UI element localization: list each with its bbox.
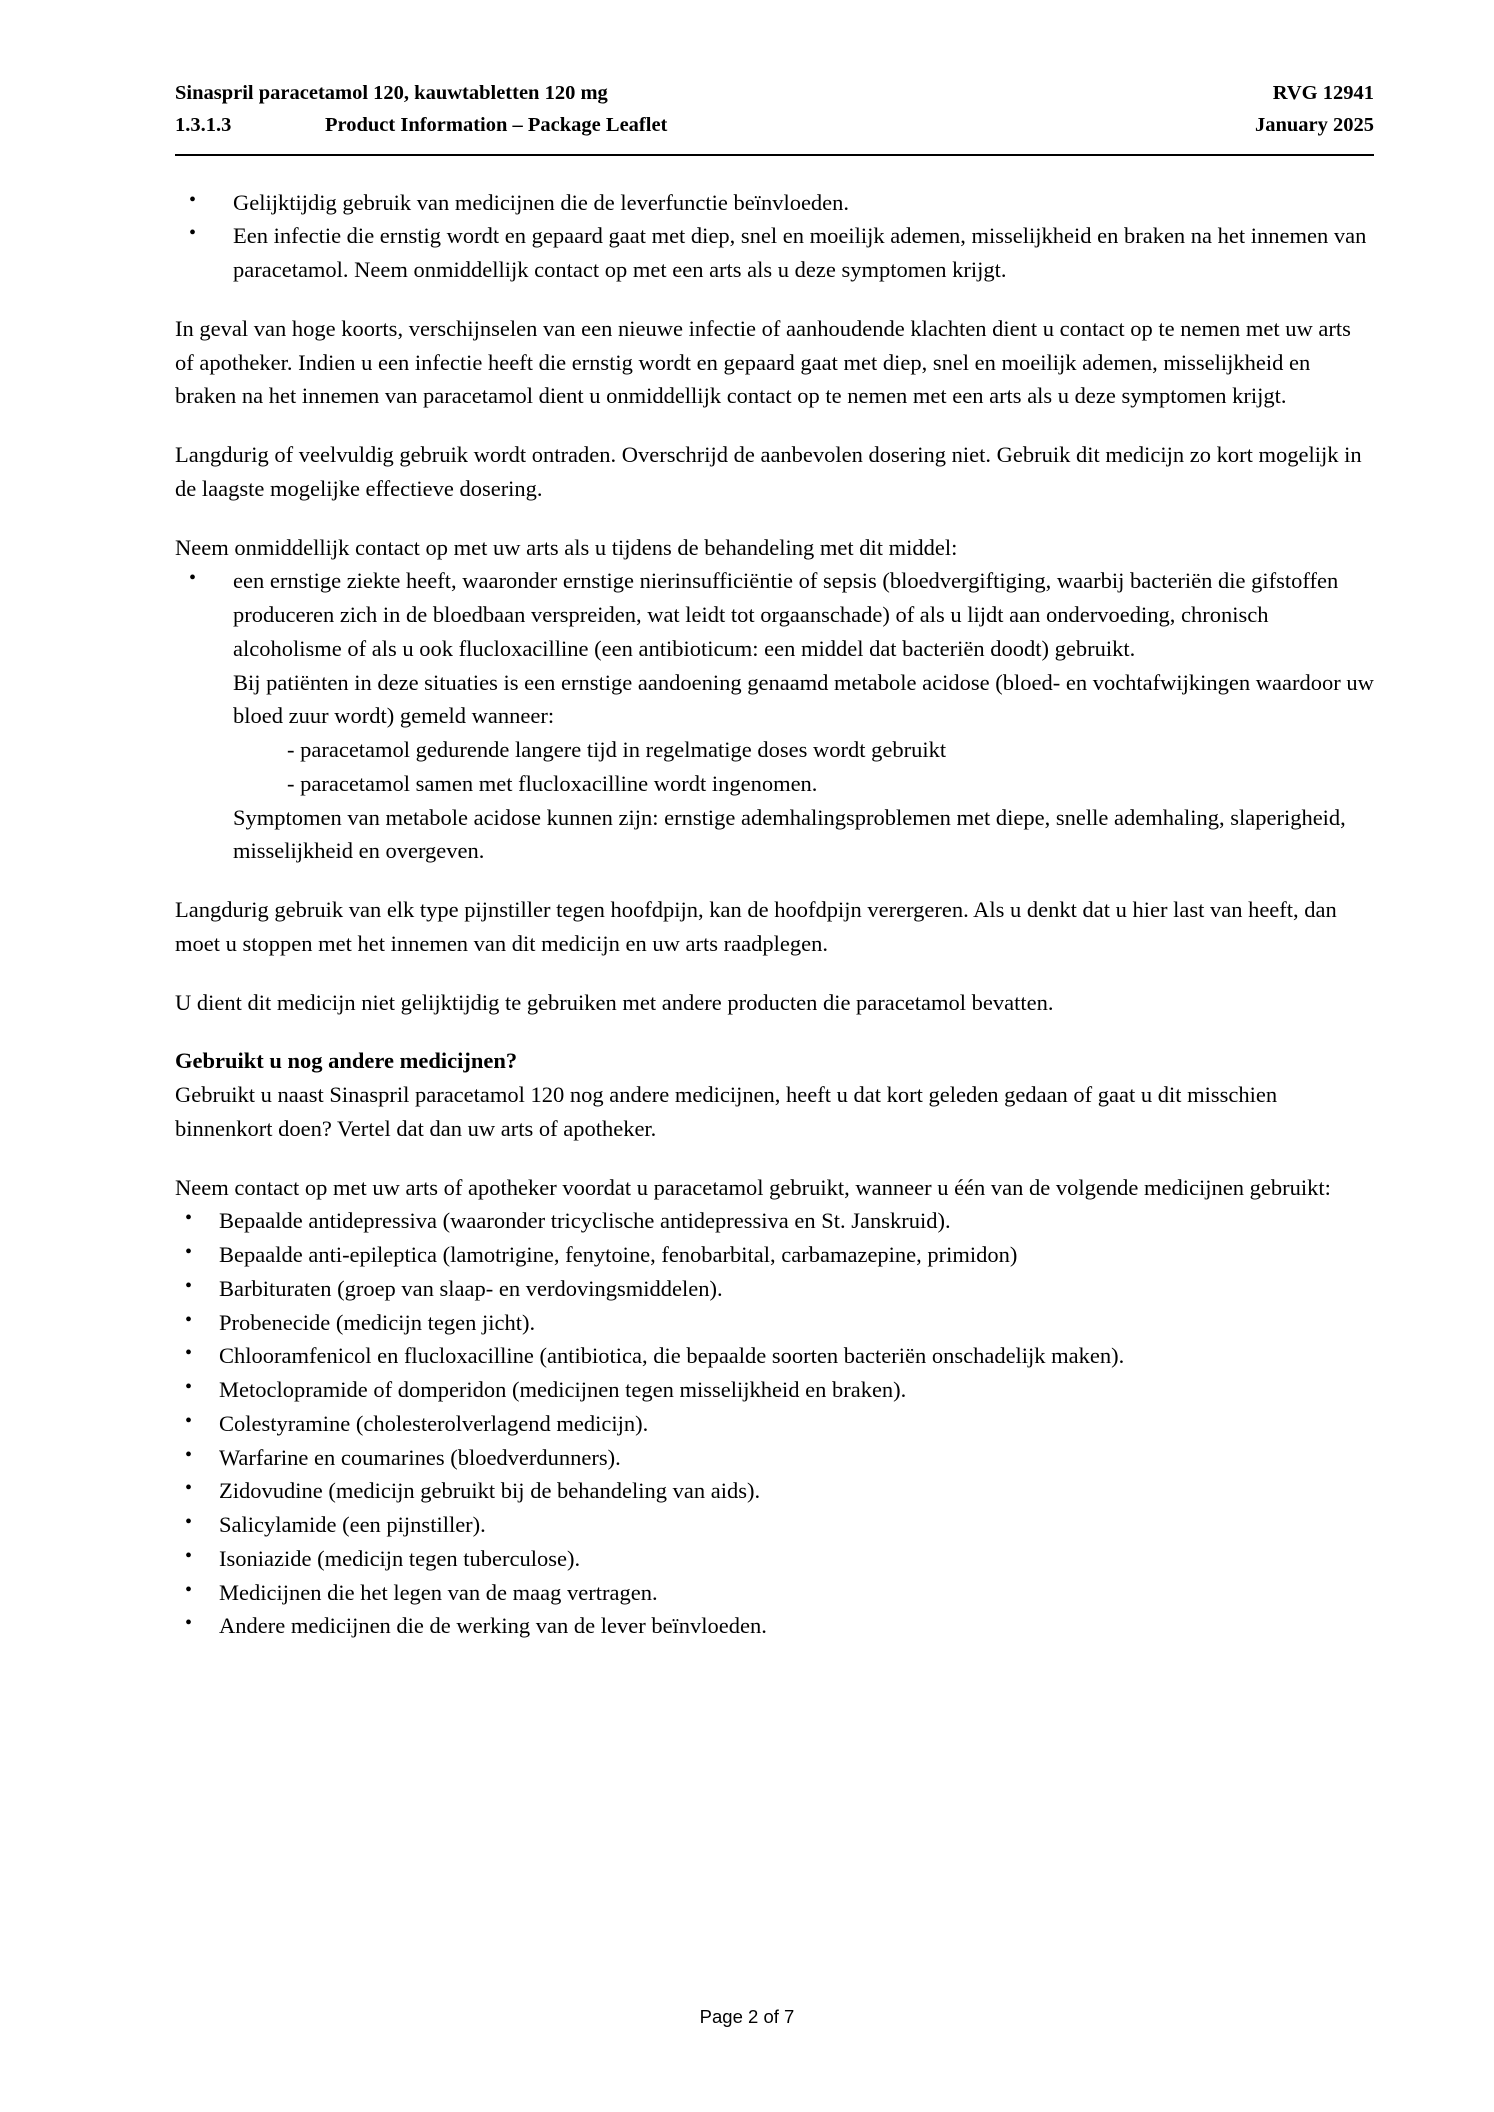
- header-section: [175, 110, 667, 142]
- metabole-acidose-dash-2: - paracetamol samen met flucloxacilline wordt ingenomen.: [287, 770, 818, 796]
- product-name: Sinaspril paracetamol 120, kauwtabletten 120 mg: [175, 82, 608, 104]
- list-item: [175, 564, 1374, 868]
- top-warning-list: [175, 186, 1374, 287]
- header-rvg-number: RVG 12941: [1272, 82, 1374, 104]
- paragraph-infectie: In geval van hoge koorts, verschijnselen van een nieuwe infectie of aanhoudende klachten dient u contact op te nemen met uw arts of apotheker. Indien u een infectie heeft die ernstig wordt en gepaard gaat met diep, snel en moeilijk ademen, misselijkheid en braken na het innemen van paracetamol dient u onmiddellijk contact op te nemen met een arts als u deze symptomen krijgt.: [175, 315, 1351, 409]
- paragraph-andere-medicijnen: Gebruikt u naast Sinaspril paracetamol 120 nog andere medicijnen, heeft u dat kort geleden gedaan of gaat u dit misschien binnenkort doen? Vertel dat dan uw arts of apotheker.: [175, 1082, 1278, 1141]
- paragraph-neem-contact-intro: Neem onmiddellijk contact op met uw arts als u tijdens de behandeling met dit middel:: [175, 534, 958, 560]
- list-item: • Zidovudine (medicijn gebruikt bij de behandeling van aids).: [175, 1474, 1374, 1508]
- header-row-bottom: [175, 110, 1374, 142]
- paragraph-pijnstiller: Langdurig gebruik van elk type pijnstiller tegen hoofdpijn, kan de hoofdpijn verergeren. Als u denkt dat u hier last van heeft, dan moet u stoppen met het innemen van dit medicijn en uw arts raadplegen.: [175, 897, 1337, 956]
- list-item: • Salicylamide (een pijnstiller).: [175, 1508, 1374, 1542]
- list-item: • Colestyramine (cholesterolverlagend medicijn).: [175, 1407, 1374, 1441]
- ernstige-ziekte-list: [175, 564, 1374, 868]
- page-content: [175, 156, 1374, 1644]
- section-number: 1.3.1.3: [175, 113, 232, 136]
- paragraph-langdurig-gebruik: Langdurig of veelvuldig gebruik wordt ontraden. Overschrijd de aanbevolen dosering niet. Gebruik dit medicijn zo kort mogelijk in de laagste mogelijke effectieve dosering.: [175, 442, 1362, 501]
- list-item: • Een infectie die ernstig wordt en gepaard gaat met diep, snel en moeilijk ademen, misselijkheid en braken na het innemen van paracetamol. Neem onmiddellijk contact op met een arts als u deze symptomen krijgt.: [175, 219, 1374, 287]
- section-title: Product Information – Package Leaflet: [325, 113, 668, 136]
- list-item: • Bepaalde anti-epileptica (lamotrigine, fenytoine, fenobarbital, carbamazepine, primidon): [175, 1238, 1374, 1272]
- heading-andere-medicijnen: Gebruikt u nog andere medicijnen?: [175, 1048, 518, 1074]
- metabole-acidose-intro: Bij patiënten in deze situaties is een ernstige aandoening genaamd metabole acidose (bloed- en vochtafwijkingen waardoor uw bloed zuur wordt) gemeld wanneer:: [233, 669, 1374, 729]
- list-item: • Barbituraten (groep van slaap- en verdovingsmiddelen).: [175, 1272, 1374, 1306]
- list-item: • Probenecide (medicijn tegen jicht).: [175, 1306, 1374, 1340]
- list-item: • Medicijnen die het legen van de maag vertragen.: [175, 1576, 1374, 1610]
- header-row-top: [175, 78, 1374, 110]
- metabole-acidose-symptomen: Symptomen van metabole acidose kunnen zijn: ernstige ademhalingsproblemen met diepe, snelle ademhaling, slaperigheid, misselijkheid en overgeven.: [233, 804, 1346, 864]
- header-date: January 2025: [1254, 113, 1374, 136]
- list-item: • Warfarine en coumarines (bloedverdunners).: [175, 1441, 1374, 1475]
- header-product-title: [175, 78, 608, 110]
- list-item: • Metoclopramide of domperidon (medicijnen tegen misselijkheid en braken).: [175, 1373, 1374, 1407]
- list-item: • Bepaalde antidepressiva (waaronder tricyclische antidepressiva en St. Janskruid).: [175, 1204, 1374, 1238]
- paragraph-neem-contact-medicijnen: Neem contact op met uw arts of apotheker voordat u paracetamol gebruikt, wanneer u één van de volgende medicijnen gebruikt:: [175, 1174, 1331, 1200]
- list-item: • Isoniazide (medicijn tegen tuberculose).: [175, 1542, 1374, 1576]
- paragraph-gelijktijdig-gebruik: U dient dit medicijn niet gelijktijdig te gebruiken met andere producten die paracetamol bevatten.: [175, 989, 1054, 1015]
- medicine-interaction-list: [175, 1204, 1374, 1643]
- ernstige-ziekte-text: een ernstige ziekte heeft, waaronder ernstige nierinsufficiëntie of sepsis (bloedvergiftiging, waarbij bacteriën die gifstoffen produceren zich in de bloedbaan verspreiden, wat leidt tot orgaanschade) of als u lijdt aan ondervoeding, chronisch alcoholisme of als u ook flucloxacilline (een antibioticum: een middel dat bacteriën doodt) gebruikt.: [233, 568, 1339, 661]
- metabole-acidose-dash-1: - paracetamol gedurende langere tijd in regelmatige doses wordt gebruikt: [287, 737, 947, 763]
- list-item: • Gelijktijdig gebruik van medicijnen die de leverfunctie beïnvloeden.: [175, 186, 1374, 220]
- list-item: • Chlooramfenicol en flucloxacilline (antibiotica, die bepaalde soorten bacteriën onschadelijk maken).: [175, 1339, 1374, 1373]
- page-footer: Page 2 of 7: [699, 2006, 795, 2027]
- list-item: • Andere medicijnen die de werking van de lever beïnvloeden.: [175, 1609, 1374, 1643]
- page-header: [175, 78, 1374, 156]
